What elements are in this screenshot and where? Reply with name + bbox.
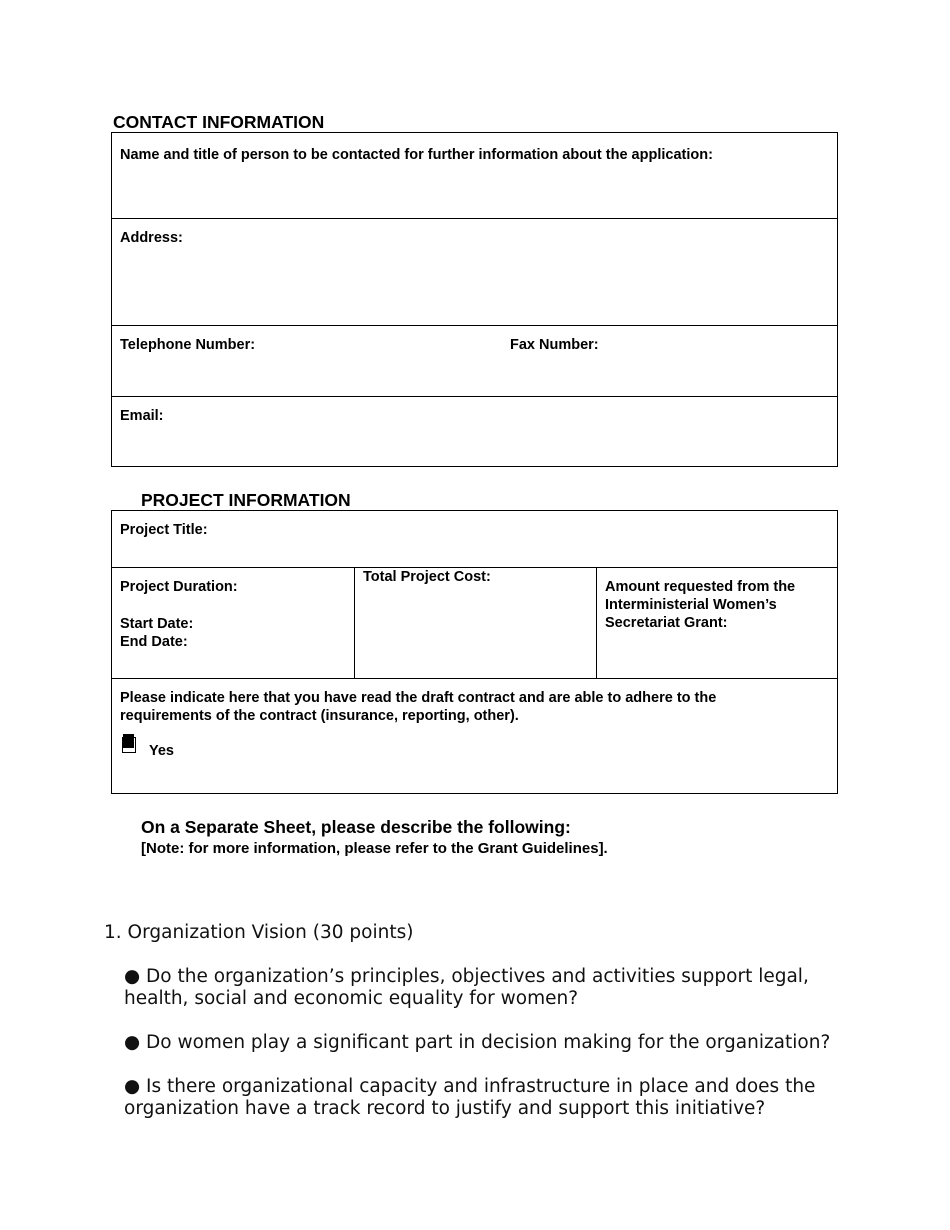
address-field[interactable] — [112, 219, 837, 326]
end-date-label: End Date: — [120, 634, 188, 650]
project-title-label: Project Title: — [120, 522, 208, 538]
fax-label: Fax Number: — [510, 337, 599, 353]
project-title-field[interactable] — [112, 511, 837, 568]
section-organization-vision-title: 1. Organization Vision (30 points) — [104, 922, 414, 943]
bullet-principles: ● Do the organization’s principles, objectives and activities support legal, health, social and economic equality for women? — [124, 966, 809, 1009]
contract-agreement-row — [112, 679, 837, 793]
project-duration-label: Project Duration: — [120, 579, 238, 595]
amount-requested-label-line2: Interministerial Women’s — [605, 597, 777, 613]
amount-requested-label-line1: Amount requested from the — [605, 579, 796, 595]
contact-information-table — [111, 132, 838, 467]
project-duration-cell[interactable] — [112, 568, 354, 678]
project-information-heading: PROJECT INFORMATION — [141, 490, 351, 510]
start-date-label: Start Date: — [120, 616, 194, 632]
bullet-capacity: ● Is there organizational capacity and infrastructure in place and does the organization have a track record to justify and support this initiative? — [124, 1076, 816, 1119]
telephone-label: Telephone Number: — [120, 337, 256, 353]
contact-information-heading: CONTACT INFORMATION — [113, 112, 325, 132]
contract-text-line1: Please indicate here that you have read the draft contract and are able to adhere to the — [120, 690, 717, 706]
total-project-cost-label: Total Project Cost: — [363, 569, 491, 585]
amount-requested-cell[interactable] — [596, 568, 837, 678]
bullet-decision-making: ● Do women play a significant part in decision making for the organization? — [124, 1032, 831, 1053]
yes-checkbox[interactable] — [122, 737, 136, 753]
address-label: Address: — [120, 230, 183, 246]
contact-name-label: Name and title of person to be contacted for further information about the application: — [120, 147, 713, 163]
total-project-cost-cell[interactable] — [354, 568, 597, 678]
grant-guidelines-note: [Note: for more information, please refer to the Grant Guidelines]. — [141, 840, 608, 857]
email-field[interactable] — [112, 397, 837, 466]
contract-text-line2: requirements of the contract (insurance, reporting, other). — [120, 708, 519, 724]
amount-requested-label-line3: Secretariat Grant: — [605, 615, 728, 631]
email-label: Email: — [120, 408, 164, 424]
project-information-table — [111, 510, 838, 794]
telephone-fax-row[interactable] — [112, 326, 837, 397]
yes-label: Yes — [149, 743, 174, 759]
separate-sheet-title: On a Separate Sheet, please describe the following: — [141, 817, 571, 837]
project-details-row — [112, 568, 837, 679]
contact-name-field[interactable] — [112, 133, 837, 219]
